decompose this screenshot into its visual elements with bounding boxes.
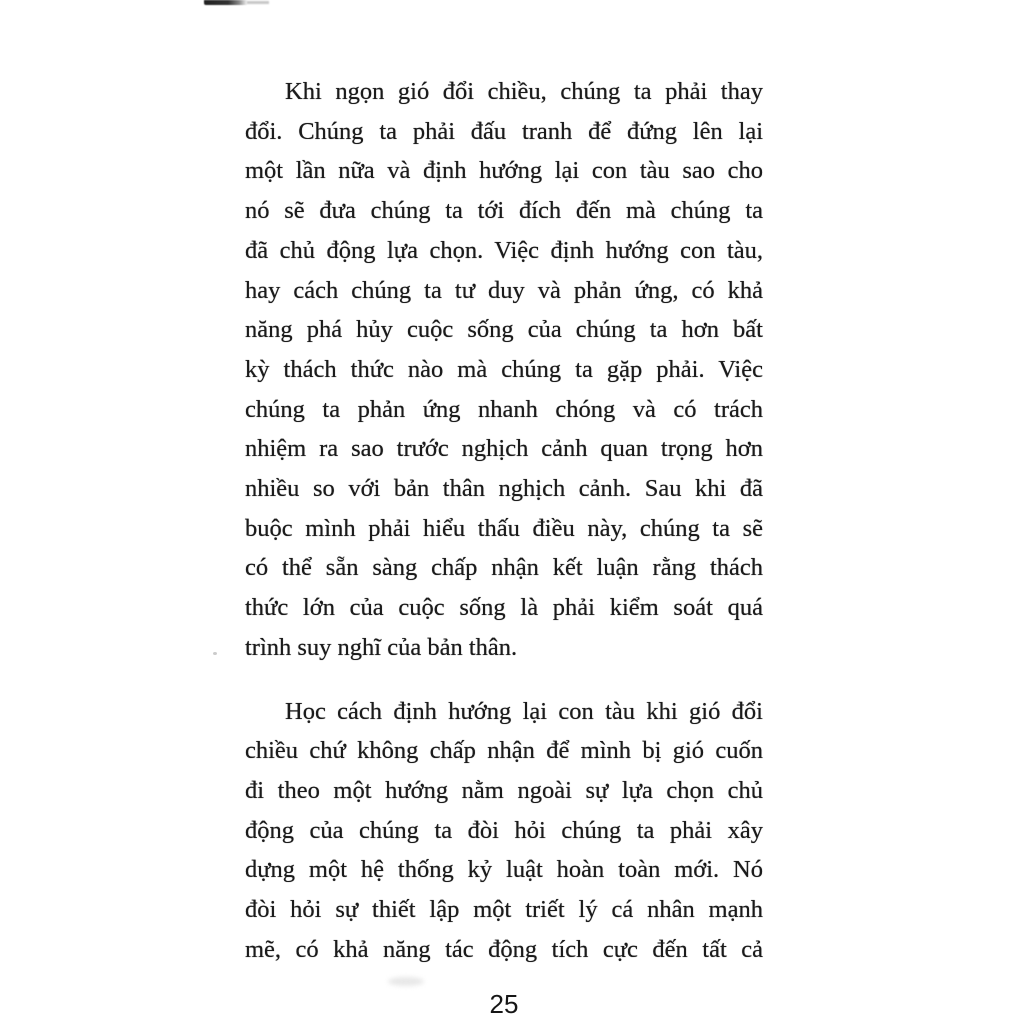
text-line: nó sẽ đưa chúng ta tới đích đến mà chúng ta: [245, 197, 763, 225]
text-line: nhiều so với bản thân nghịch cảnh. Sau khi đã: [245, 475, 763, 503]
text-line: có thể sẵn sàng chấp nhận kết luận rằng thách: [245, 554, 763, 582]
scan-speck-bottom: [388, 977, 424, 986]
page-text: [245, 72, 763, 969]
text-line: trình suy nghĩ của bản thân.: [245, 633, 518, 661]
text-line: Khi ngọn gió đổi chiều, chúng ta phải thay: [285, 78, 763, 105]
text-line: đòi hỏi sự thiết lập một triết lý cá nhân mạnh: [245, 896, 763, 924]
text-line: dựng một hệ thống kỷ luật hoàn toàn mới. Nó: [245, 856, 763, 884]
paragraph: [245, 72, 763, 668]
text-line: đổi. Chúng ta phải đấu tranh để đứng lên lại: [245, 117, 763, 145]
text-line: hay cách chúng ta tư duy và phản ứng, có khả: [245, 276, 763, 304]
paragraph: [245, 692, 763, 970]
text-line: động của chúng ta đòi hỏi chúng ta phải xây: [245, 816, 763, 844]
page-number: 25: [489, 989, 519, 1019]
text-line: nhiệm ra sao trước nghịch cảnh quan trọng hơn: [245, 435, 763, 463]
text-line: kỳ thách thức nào mà chúng ta gặp phải. Việc: [245, 355, 763, 383]
text-line: thức lớn của cuộc sống là phải kiểm soát quá: [245, 594, 763, 622]
text-line: buộc mình phải hiểu thấu điều này, chúng ta sẽ: [245, 514, 763, 542]
scan-smudge-top: [204, 0, 248, 5]
text-line: Học cách định hướng lại con tàu khi gió đổi: [285, 697, 763, 725]
text-line: năng phá hủy cuộc sống của chúng ta hơn bất: [245, 316, 763, 344]
text-line: chiều chứ không chấp nhận để mình bị gió cuốn: [245, 737, 763, 765]
text-line: một lần nữa và định hướng lại con tàu sao cho: [245, 157, 763, 185]
text-line: chúng ta phản ứng nhanh chóng và có trách: [245, 395, 763, 423]
scan-speck-left-margin: [213, 652, 217, 655]
text-line: đã chủ động lựa chọn. Việc định hướng con tàu,: [245, 236, 763, 264]
text-line: đi theo một hướng nằm ngoài sự lựa chọn chủ: [245, 776, 763, 804]
scan-smudge-top-tail: [247, 1, 269, 4]
text-line: mẽ, có khả năng tác động tích cực đến tất cả: [245, 935, 763, 963]
